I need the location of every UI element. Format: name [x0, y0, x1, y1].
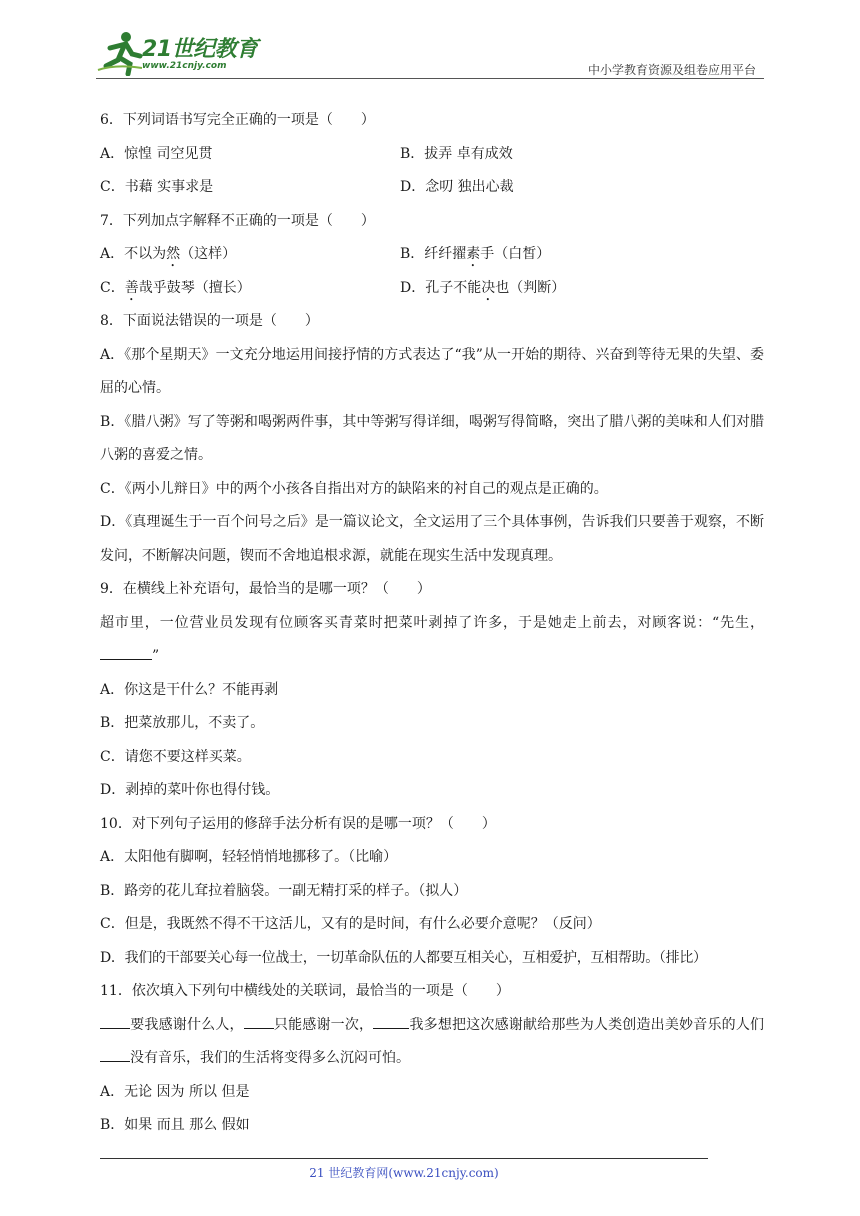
logo-url: www.21cnjy.com — [142, 61, 227, 71]
page-footer: 21 世纪教育网(www.21cnjy.com) — [309, 1166, 499, 1180]
q10-stem: 10．对下列句子运用的修辞手法分析有误的是哪一项？（ ） — [100, 815, 496, 832]
q9-option-d: D．剥掉的菜叶你也得付钱。 — [100, 782, 280, 798]
answer-blank — [100, 1014, 130, 1029]
answer-blank — [100, 1047, 130, 1062]
q11-stem: 11．依次填入下列句中横线处的关联词，最恰当的一项是（ ） — [100, 983, 510, 999]
q7-option-c: C．善哉乎鼓琴（擅长） — [100, 279, 251, 296]
q7-option-b: B．纤纤擢素手（白皙） — [400, 246, 551, 262]
q6-option-a: A．惊惶 司空见贯 — [100, 145, 213, 162]
q6-option-b: B．拔弄 卓有成效 — [400, 145, 513, 162]
q7-options-row2 — [100, 272, 764, 306]
q9-option-a: A．你这是干什么？不能再剥 — [100, 681, 279, 698]
emphasized-char: 决 — [481, 279, 496, 296]
footer-divider — [100, 1158, 708, 1159]
emphasized-char: 善 — [124, 279, 139, 296]
question-content — [100, 104, 764, 1143]
runner-logo-icon — [96, 28, 144, 76]
q7-options-row1 — [100, 238, 764, 272]
q10-option-c: C．但是，我既然不得不干这活儿，又有的是时间，有什么必要介意呢？（反问） — [100, 916, 601, 932]
q11-sentence: 要我感谢什么人， 只能感谢一次， 我多想把这次感谢献给那些为人类创造出美妙音乐的人们没有音乐，我们的生活将变得多么沉闷可怕。 — [100, 1009, 764, 1076]
q6-options-row2 — [100, 171, 764, 205]
platform-name: 中小学教育资源及组卷应用平台 — [587, 63, 756, 77]
answer-blank — [244, 1014, 274, 1029]
q7-option-d: D．孔子不能决也（判断） — [400, 279, 566, 296]
q6-option-c: C．书藉 实事求是 — [100, 179, 214, 195]
q10-option-d: D．我们的干部要关心每一位战士，一切革命队伍的人都要互相关心，互相爱护，互相帮助。（排比） — [100, 949, 707, 966]
q11-option-b: B．如果 而且 那么 假如 — [100, 1117, 250, 1133]
emphasized-char: 素 — [466, 246, 481, 262]
q6-stem: 6．下列词语书写完全正确的一项是（ ） — [100, 112, 375, 128]
q10-option-b: B．路旁的花儿耷拉着脑袋。一副无精打采的样子。（拟人） — [100, 882, 468, 899]
q6-option-d: D．念叨 独出心裁 — [400, 179, 514, 195]
site-logo — [96, 28, 266, 78]
q10-option-a: A．太阳他有脚啊，轻轻悄悄地挪移了。（比喻） — [100, 849, 398, 865]
q8-option-b: B．《腊八粥》写了等粥和喝粥两件事，其中等粥写得详细，喝粥写得简略，突出了腊八粥的美味和人们对腊八粥的喜爱之情。 — [100, 413, 764, 463]
q7-stem: 7．下列加点字解释不正确的一项是（ ） — [100, 212, 375, 229]
answer-blank — [100, 645, 152, 660]
q11-option-a: A．无论 因为 所以 但是 — [100, 1083, 250, 1100]
q8-option-c: C．《两小儿辩日》中的两个小孩各自指出对方的缺陷来的衬自己的观点是正确的。 — [100, 480, 608, 497]
q9-stem: 9．在横线上补充语句，最恰当的是哪一项？（ ） — [100, 581, 431, 597]
q7-option-a: A．不以为然（这样） — [100, 246, 237, 262]
q8-option-d: D．《真理诞生于一百个问号之后》是一篇议论文，全文运用了三个具体事例，告诉我们只要善于观察，不断发问，不断解决问题，锲而不舍地追根求源，就能在现实生活中发现真理。 — [100, 514, 764, 564]
q9-option-c: C．请您不要这样买菜。 — [100, 748, 251, 765]
page-header — [96, 28, 764, 80]
logo-text: 21世纪教育 — [142, 37, 258, 62]
q8-option-a: A．《那个星期天》一文充分地运用间接抒情的方式表达了“我”从一开始的期待、兴奋到等待无果的失望、委屈的心情。 — [100, 346, 764, 396]
q9-option-b: B．把菜放那儿，不卖了。 — [100, 715, 265, 731]
q9-context: 超市里，一位营业员发现有位顾客买青菜时把菜叶剥掉了许多，于是她走上前去，对顾客说：“先生，” — [100, 614, 764, 664]
answer-blank — [373, 1014, 409, 1029]
emphasized-char: 然 — [166, 246, 181, 262]
q8-stem: 8．下面说法错误的一项是（ ） — [100, 313, 319, 329]
q6-options-row1 — [100, 138, 764, 172]
header-divider — [96, 78, 764, 79]
